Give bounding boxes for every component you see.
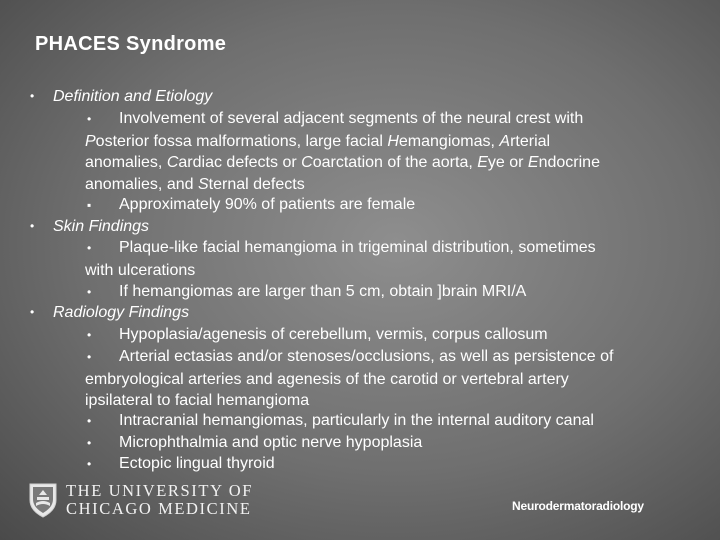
item-bullet: • (87, 436, 92, 450)
section-bullet: • (30, 305, 35, 319)
item-bullet: • (87, 350, 92, 364)
radiology-item-5: • Ectopic lingual thyroid (85, 453, 685, 476)
item-bullet: • (87, 328, 92, 342)
radiology-item-2: • Arterial ectasias and/or stenoses/occlusions, as well as persistence of embryological arteries and agenesis of the carotid or vertebral artery ipsilateral to facial hemangioma (85, 348, 614, 409)
section-heading-skin: Skin Findings (53, 218, 150, 235)
logo-line-2: CHICAGO MEDICINE (66, 499, 252, 518)
item-bullet: • (87, 285, 92, 299)
definition-item-1: • Involvement of several adjacent segments of the neural crest with Posterior fossa malformations, large facial Hemangiomas, Arterial anomalies, Cardiac defects or Coarctation of the aorta, Eye or Endocrine anomalies, and Sternal defects (85, 110, 600, 193)
radiology-item-3: • Intracranial hemangiomas, particularly in the internal auditory canal (85, 410, 685, 433)
university-logo (28, 482, 253, 518)
skin-item-2: • If hemangiomas are larger than 5 cm, obtain ]brain MRI/A (85, 281, 685, 304)
item-bullet: ▪ (87, 198, 92, 212)
item-bullet: • (87, 241, 92, 255)
item-bullet: • (87, 414, 92, 428)
section-bullet: • (30, 89, 35, 103)
slide-title: PHACES Syndrome (35, 33, 227, 55)
logo-wordmark (66, 482, 253, 518)
section-bullet: • (30, 219, 35, 233)
skin-item-1: • Plaque-like facial hemangioma in trigeminal distribution, sometimes with ulcerations (85, 239, 596, 279)
section-heading-radiology: Radiology Findings (53, 304, 190, 321)
footer-label: Neurodermatoradiology (512, 499, 644, 513)
radiology-item-4: • Microphthalmia and optic nerve hypoplasia (85, 432, 685, 455)
definition-item-2: ▪ Approximately 90% of patients are female (85, 194, 685, 217)
section-heading-definition: Definition and Etiology (53, 88, 213, 105)
radiology-item-1: • Hypoplasia/agenesis of cerebellum, vermis, corpus callosum (85, 324, 685, 347)
item-bullet: • (87, 112, 92, 126)
logo-line-1: THE UNIVERSITY OF (66, 481, 253, 500)
item-bullet: • (87, 457, 92, 471)
university-shield-icon (28, 482, 58, 518)
